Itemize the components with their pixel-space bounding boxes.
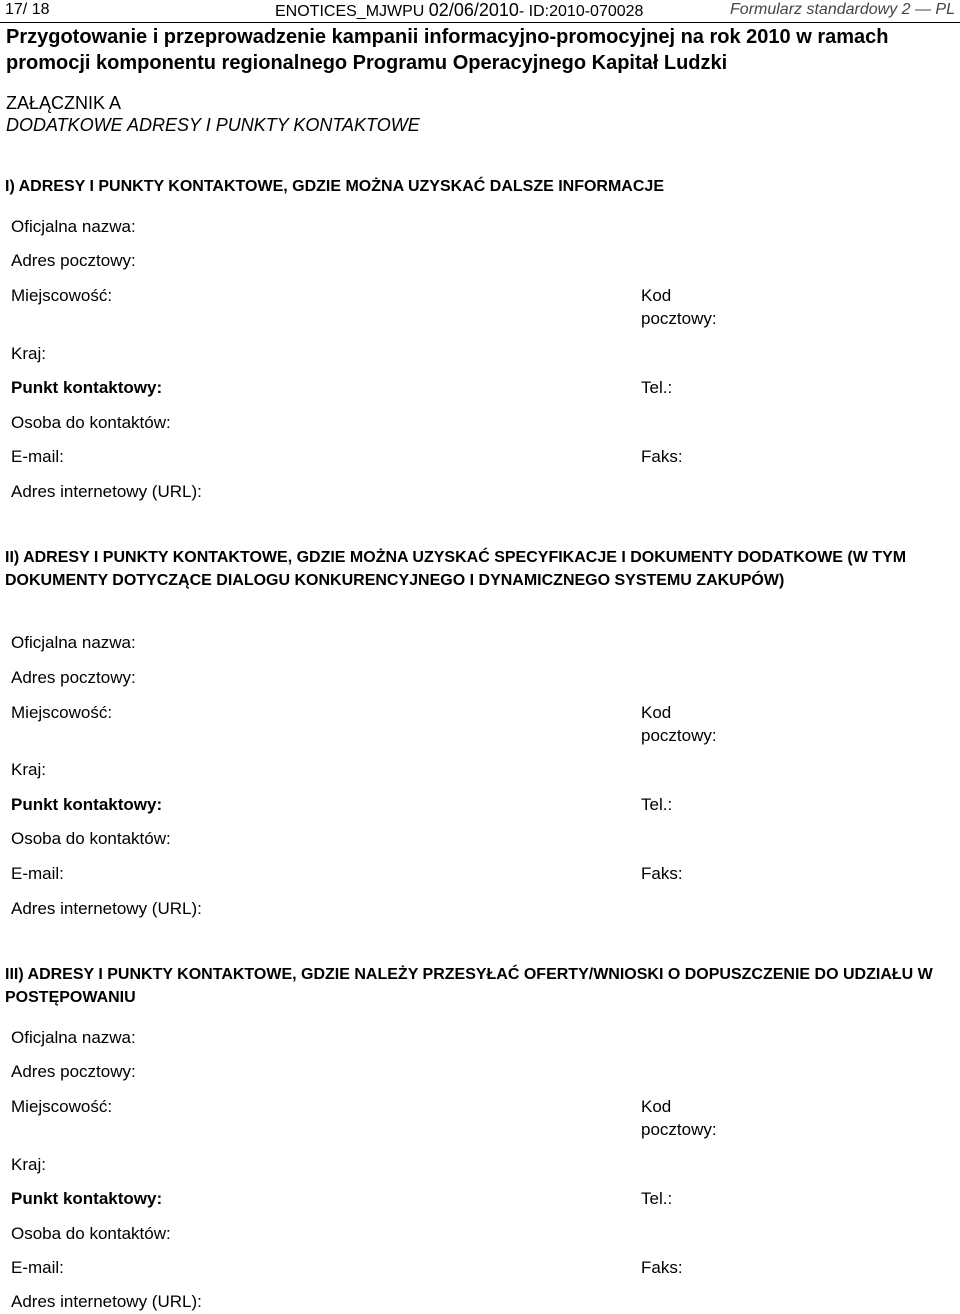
contact-point-label: Punkt kontaktowy: <box>11 378 163 397</box>
town-label: Miejscowość: <box>11 1097 113 1116</box>
email-label: E-mail: <box>11 447 64 466</box>
annex-title: ZAŁĄCZNIK A <box>6 93 122 113</box>
notice-prefix: ENOTICES_MJWPU <box>275 3 429 20</box>
notice-separator: - <box>518 3 529 20</box>
postal-address-label: Adres pocztowy: <box>11 251 136 270</box>
postal-address-label: Adres pocztowy: <box>11 1062 136 1081</box>
official-name-label: Oficjalna nazwa: <box>11 633 136 652</box>
phone-label: Tel.: <box>641 1189 673 1208</box>
town-label: Miejscowość: <box>11 286 113 305</box>
town-label: Miejscowość: <box>11 703 113 722</box>
postal-code-label: Kod pocztowy: <box>641 703 717 745</box>
fax-label: Faks: <box>641 1258 683 1277</box>
fax-label: Faks: <box>641 864 683 883</box>
contact-person-label: Osoba do kontaktów: <box>11 413 171 432</box>
section-2-heading: II) ADRESY I PUNKTY KONTAKTOWE, GDZIE MOŻNA UZYSKAĆ SPECYFIKACJE I DOKUMENTY DODATKOWE (W TYM DOKUMENTY DOTYCZĄCE DIALOGU KONKURENCYJNEGO I DYNAMICZNEGO SYSTEMU ZAKUPÓW) <box>5 549 907 589</box>
contact-person-label: Osoba do kontaktów: <box>11 1224 171 1243</box>
fax-label: Faks: <box>641 447 683 466</box>
document-title: Przygotowanie i przeprowadzenie kampanii informacyjno-promocyjnej na rok 2010 w ramach promocji komponentu regionalnego Programu Operacyjnego Kapitał Ludzki <box>6 26 889 74</box>
page-number: 17/ 18 <box>5 1 50 18</box>
url-label: Adres internetowy (URL): <box>11 899 202 918</box>
official-name-label: Oficjalna nazwa: <box>11 1028 136 1047</box>
country-label: Kraj: <box>11 760 46 779</box>
notice-date: 02/06/2010 <box>428 0 519 20</box>
notice-id: ID:2010-070028 <box>528 3 644 20</box>
postal-address-label: Adres pocztowy: <box>11 668 136 687</box>
section-3-heading: III) ADRESY I PUNKTY KONTAKTOWE, GDZIE NALEŻY PRZESYŁAĆ OFERTY/WNIOSKI O DOPUSZCZENIE DO UDZIAŁU W POSTĘPOWANIU <box>5 966 933 1006</box>
postal-code-label: Kod pocztowy: <box>641 286 717 328</box>
annex-subtitle: DODATKOWE ADRESY I PUNKTY KONTAKTOWE <box>6 115 420 135</box>
running-header <box>0 0 960 23</box>
form-name: Formularz standardowy 2 — PL <box>730 1 955 18</box>
country-label: Kraj: <box>11 344 46 363</box>
contact-person-label: Osoba do kontaktów: <box>11 829 171 848</box>
postal-code-label: Kod pocztowy: <box>641 1097 717 1139</box>
email-label: E-mail: <box>11 864 64 883</box>
email-label: E-mail: <box>11 1258 64 1277</box>
phone-label: Tel.: <box>641 795 673 814</box>
contact-point-label: Punkt kontaktowy: <box>11 1189 163 1208</box>
section-1-heading: I) ADRESY I PUNKTY KONTAKTOWE, GDZIE MOŻNA UZYSKAĆ DALSZE INFORMACJE <box>5 178 664 195</box>
phone-label: Tel.: <box>641 378 673 397</box>
url-label: Adres internetowy (URL): <box>11 1292 202 1311</box>
notice-reference <box>275 0 643 22</box>
contact-point-label: Punkt kontaktowy: <box>11 795 163 814</box>
country-label: Kraj: <box>11 1155 46 1174</box>
url-label: Adres internetowy (URL): <box>11 482 202 501</box>
official-name-label: Oficjalna nazwa: <box>11 217 136 236</box>
